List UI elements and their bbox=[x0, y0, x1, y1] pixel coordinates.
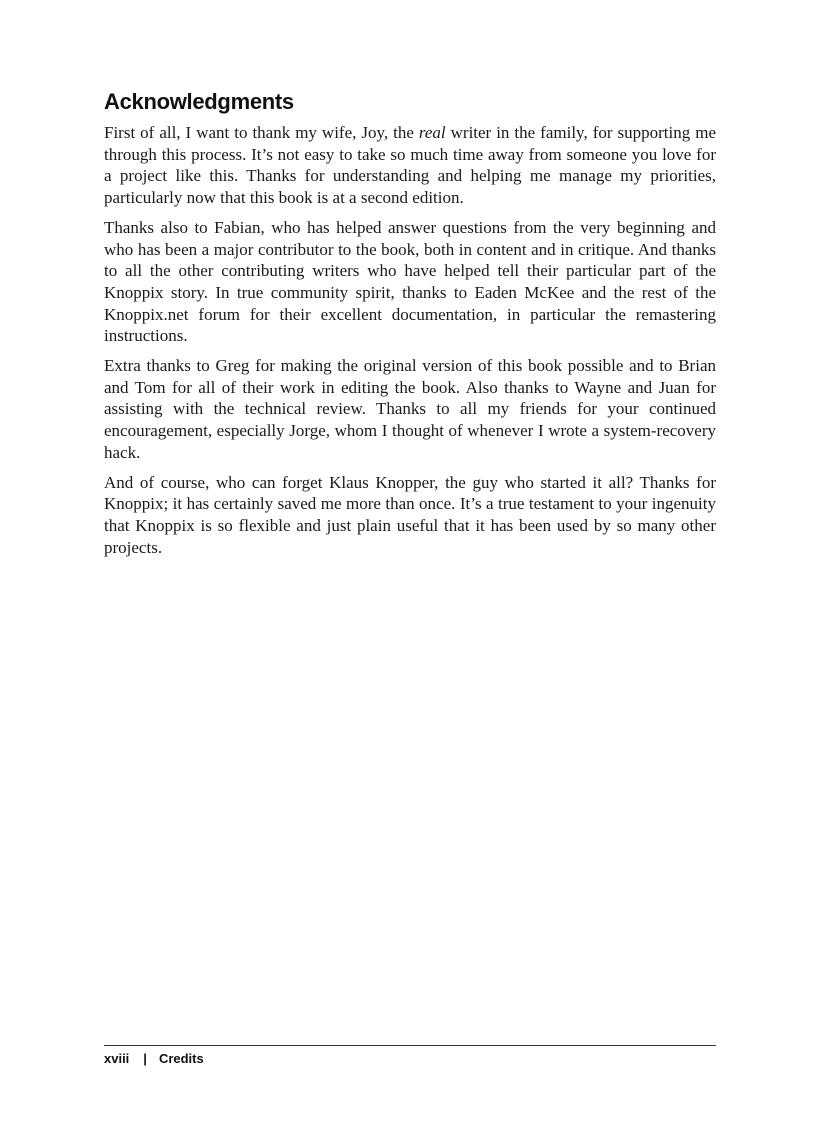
paragraph-1-end: writer in the family, for supporting me through this process. It’s not easy to take so much time away from someone you love for a project like this. Thanks for understanding and helping me manage my priorities, particularly now that this book is at a second edition. bbox=[104, 123, 716, 208]
page-heading: Acknowledgments bbox=[104, 89, 294, 114]
paragraph-1-start: First of all, I want to thank my wife, Joy, the bbox=[104, 123, 419, 142]
paragraph-1 bbox=[104, 122, 716, 209]
footer-rule bbox=[104, 1045, 716, 1046]
page-number: xviii bbox=[104, 1051, 130, 1066]
paragraph-4: And of course, who can forget Klaus Knopper, the guy who started it all? Thanks for Knoppix; it has certainly saved me more than once. It’s a true testament to your ingenuity that Knoppix is so flexible and just plain useful that it has been used by so many other projects. bbox=[104, 472, 716, 557]
footer-section-title: Credits bbox=[158, 1051, 204, 1066]
paragraph-2: Thanks also to Fabian, who has helped answer questions from the very beginning and who has been a major contributor to the book, both in content and in critique. And thanks to all the other contributing writers who have helped tell their particular part of the Knoppix story. In true community spirit, thanks to Eaden McKee and the rest of the Knoppix.net forum for their excellent documentation, in particular the remastering instructions. bbox=[104, 217, 716, 346]
paragraph-1-emphasis: real bbox=[418, 123, 446, 142]
footer-separator: | bbox=[143, 1051, 147, 1066]
body-text bbox=[104, 122, 716, 566]
paragraph-3: Extra thanks to Greg for making the original version of this book possible and to Brian and Tom for all of their work in editing the book. Also thanks to Wayne and Juan for assisting with the technical review. Thanks to all my friends for your continued encouragement, especially Jorge, whom I thought of whenever I wrote a system-recovery hack. bbox=[104, 356, 716, 462]
page-footer bbox=[104, 1050, 204, 1068]
